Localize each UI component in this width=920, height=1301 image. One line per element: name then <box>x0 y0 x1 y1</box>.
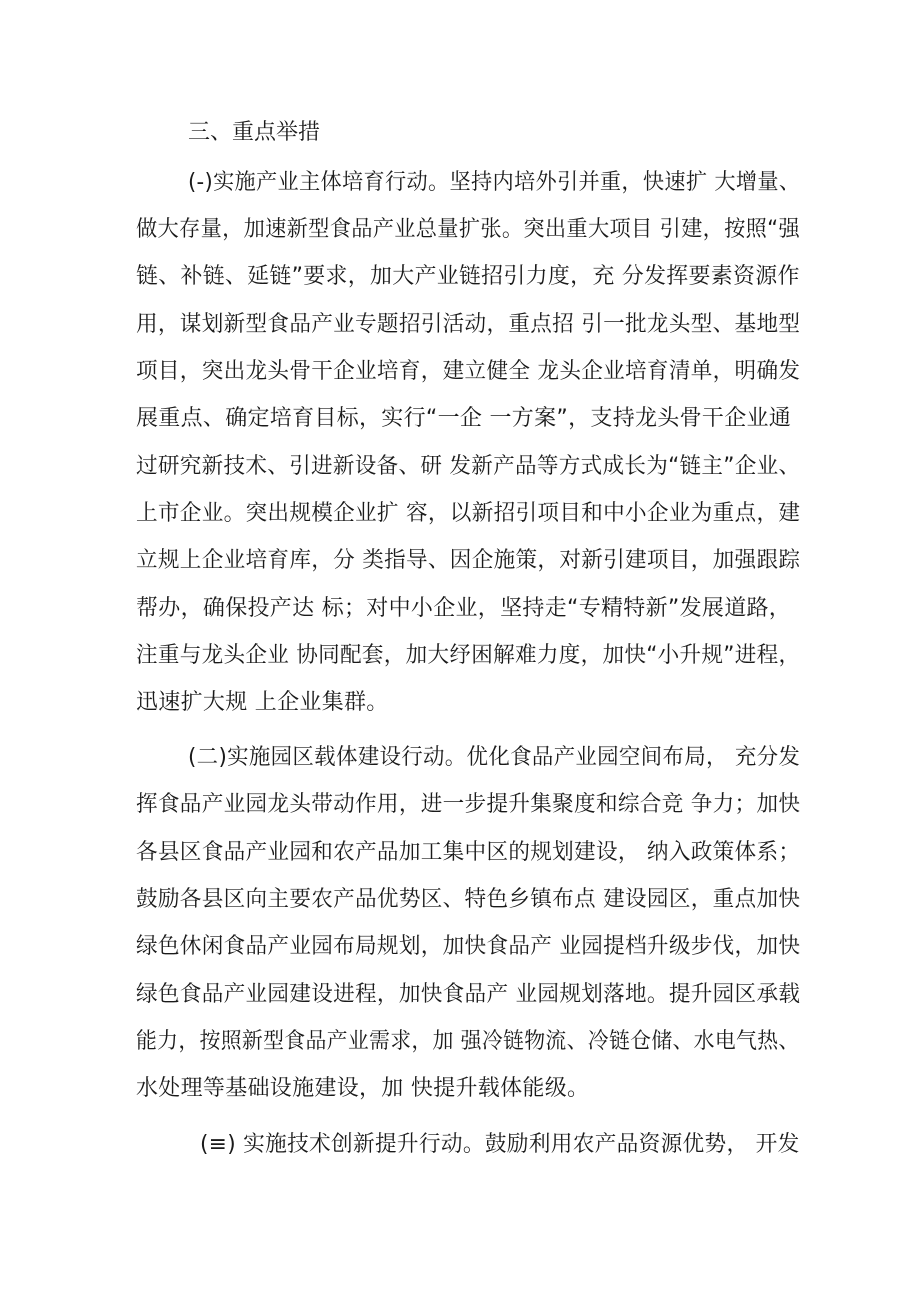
paragraph-line: 能力，按照新型食品产业需求，加 强冷链物流、冷链仓储、水电气热、 <box>136 1029 800 1054</box>
paragraph-line: 项目，突出龙头骨干企业培育，建立健全 龙头企业培育清单，明确发 <box>136 359 801 384</box>
paragraph-line: 各县区食品产业园和农产品加工集中区的规划建设， 纳入政策体系； <box>136 840 801 865</box>
paragraph-line: 做大存量，加速新型食品产业总量扩张。突出重大项目 引建，按照“强 <box>136 217 800 242</box>
paragraph-line: 挥食品产业园龙头带动作用，进一步提升集聚度和综合竞 争力；加快 <box>136 792 801 817</box>
paragraph-line: 水处理等基础设施建设，加 快提升载体能级。 <box>136 1076 590 1101</box>
paragraph-line: 用，谋划新型食品产业专题招引活动，重点招 引一批龙头型、基地型 <box>136 312 801 337</box>
paragraph-line: 绿色休闲食品产业园布局规划，加快食品产 业园提档升级步伐，加快 <box>136 934 801 959</box>
paragraph-line: (≡) 实施技术创新提升行动。鼓励利用农产品资源优势， 开发 <box>200 1132 800 1157</box>
paragraph-line: 帮办，确保投产达 标；对中小企业，坚持走“专精特新”发展道路， <box>136 596 792 621</box>
paragraph-line: 迅速扩大规 上企业集群。 <box>136 690 389 715</box>
paragraph-line: 注重与龙头企业 协同配套，加大纾困解难力度，加快“小升规”进程， <box>136 643 801 668</box>
paragraph-line: (二)实施园区载体建设行动。优化食品产业园空间布局， 充分发 <box>188 745 801 770</box>
paragraph-line: 上市企业。突出规模企业扩 容，以新招引项目和中小企业为重点，建 <box>136 501 801 526</box>
paragraph-line: 立规上企业培育库，分 类指导、因企施策，对新引建项目，加强跟踪 <box>136 548 801 573</box>
section-heading: 三、重点举措 <box>188 120 321 145</box>
paragraph-line: 过研究新技术、引进新设备、研 发新产品等方式成长为“链主”企业、 <box>136 454 801 479</box>
paragraph-line: 绿色食品产业园建设进程，加快食品产 业园规划落地。提升园区承载 <box>136 982 801 1007</box>
paragraph-line: 链、补链、延链”要求，加大产业链招引力度，充 分发挥要素资源作 <box>136 264 800 289</box>
paragraph-line: (-)实施产业主体培育行动。坚持内培外引并重，快速扩 大增量、 <box>188 170 801 195</box>
paragraph-line: 展重点、确定培育目标，实行“一企 一方案”，支持龙头骨干企业通 <box>136 406 792 431</box>
paragraph-line: 鼓励各县区向主要农产品优势区、特色乡镇布点 建设园区，重点加快 <box>136 887 801 912</box>
